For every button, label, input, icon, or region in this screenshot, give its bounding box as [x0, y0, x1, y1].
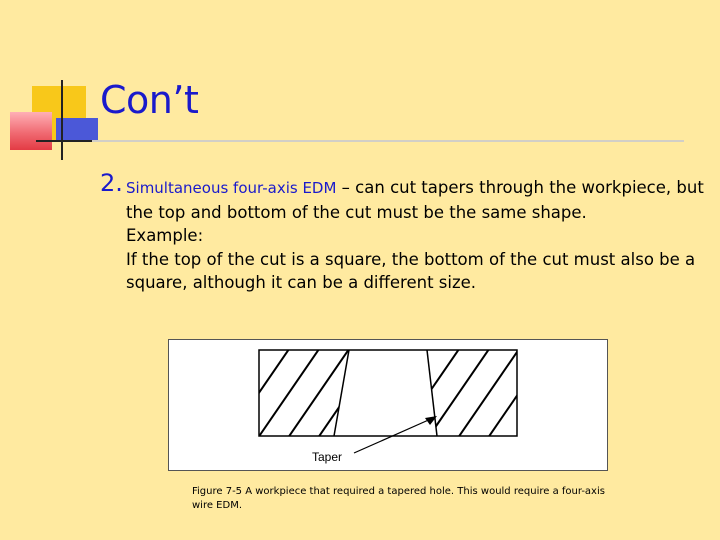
slide-title: Con’t	[100, 78, 199, 122]
decor-horizontal-line	[36, 140, 92, 142]
taper-label: Taper	[312, 450, 343, 464]
figure-caption: Figure 7-5 A workpiece that required a tapered hole. This would require a four-axis wire EDM.	[192, 486, 605, 511]
decor-red-square	[10, 112, 52, 150]
list-item-body	[126, 176, 706, 295]
item-text: – can cut tapers through the workpiece, but the top and bottom of the cut must be the same shape.	[126, 178, 704, 222]
taper-diagram	[169, 340, 607, 470]
example-text: If the top of the cut is a square, the bottom of the cut must also be a square, although it can be a different size.	[126, 249, 696, 292]
title-underline	[92, 140, 684, 142]
list-item-number: 2.	[100, 169, 123, 197]
right-hatched-block	[369, 340, 607, 470]
decor-vertical-line	[61, 80, 63, 160]
example-label: Example:	[126, 226, 204, 245]
item-paragraph	[126, 176, 706, 224]
item-lead: Simultaneous four-axis EDM	[126, 179, 337, 197]
taper-figure	[168, 339, 608, 471]
left-hatched-block	[169, 340, 399, 470]
